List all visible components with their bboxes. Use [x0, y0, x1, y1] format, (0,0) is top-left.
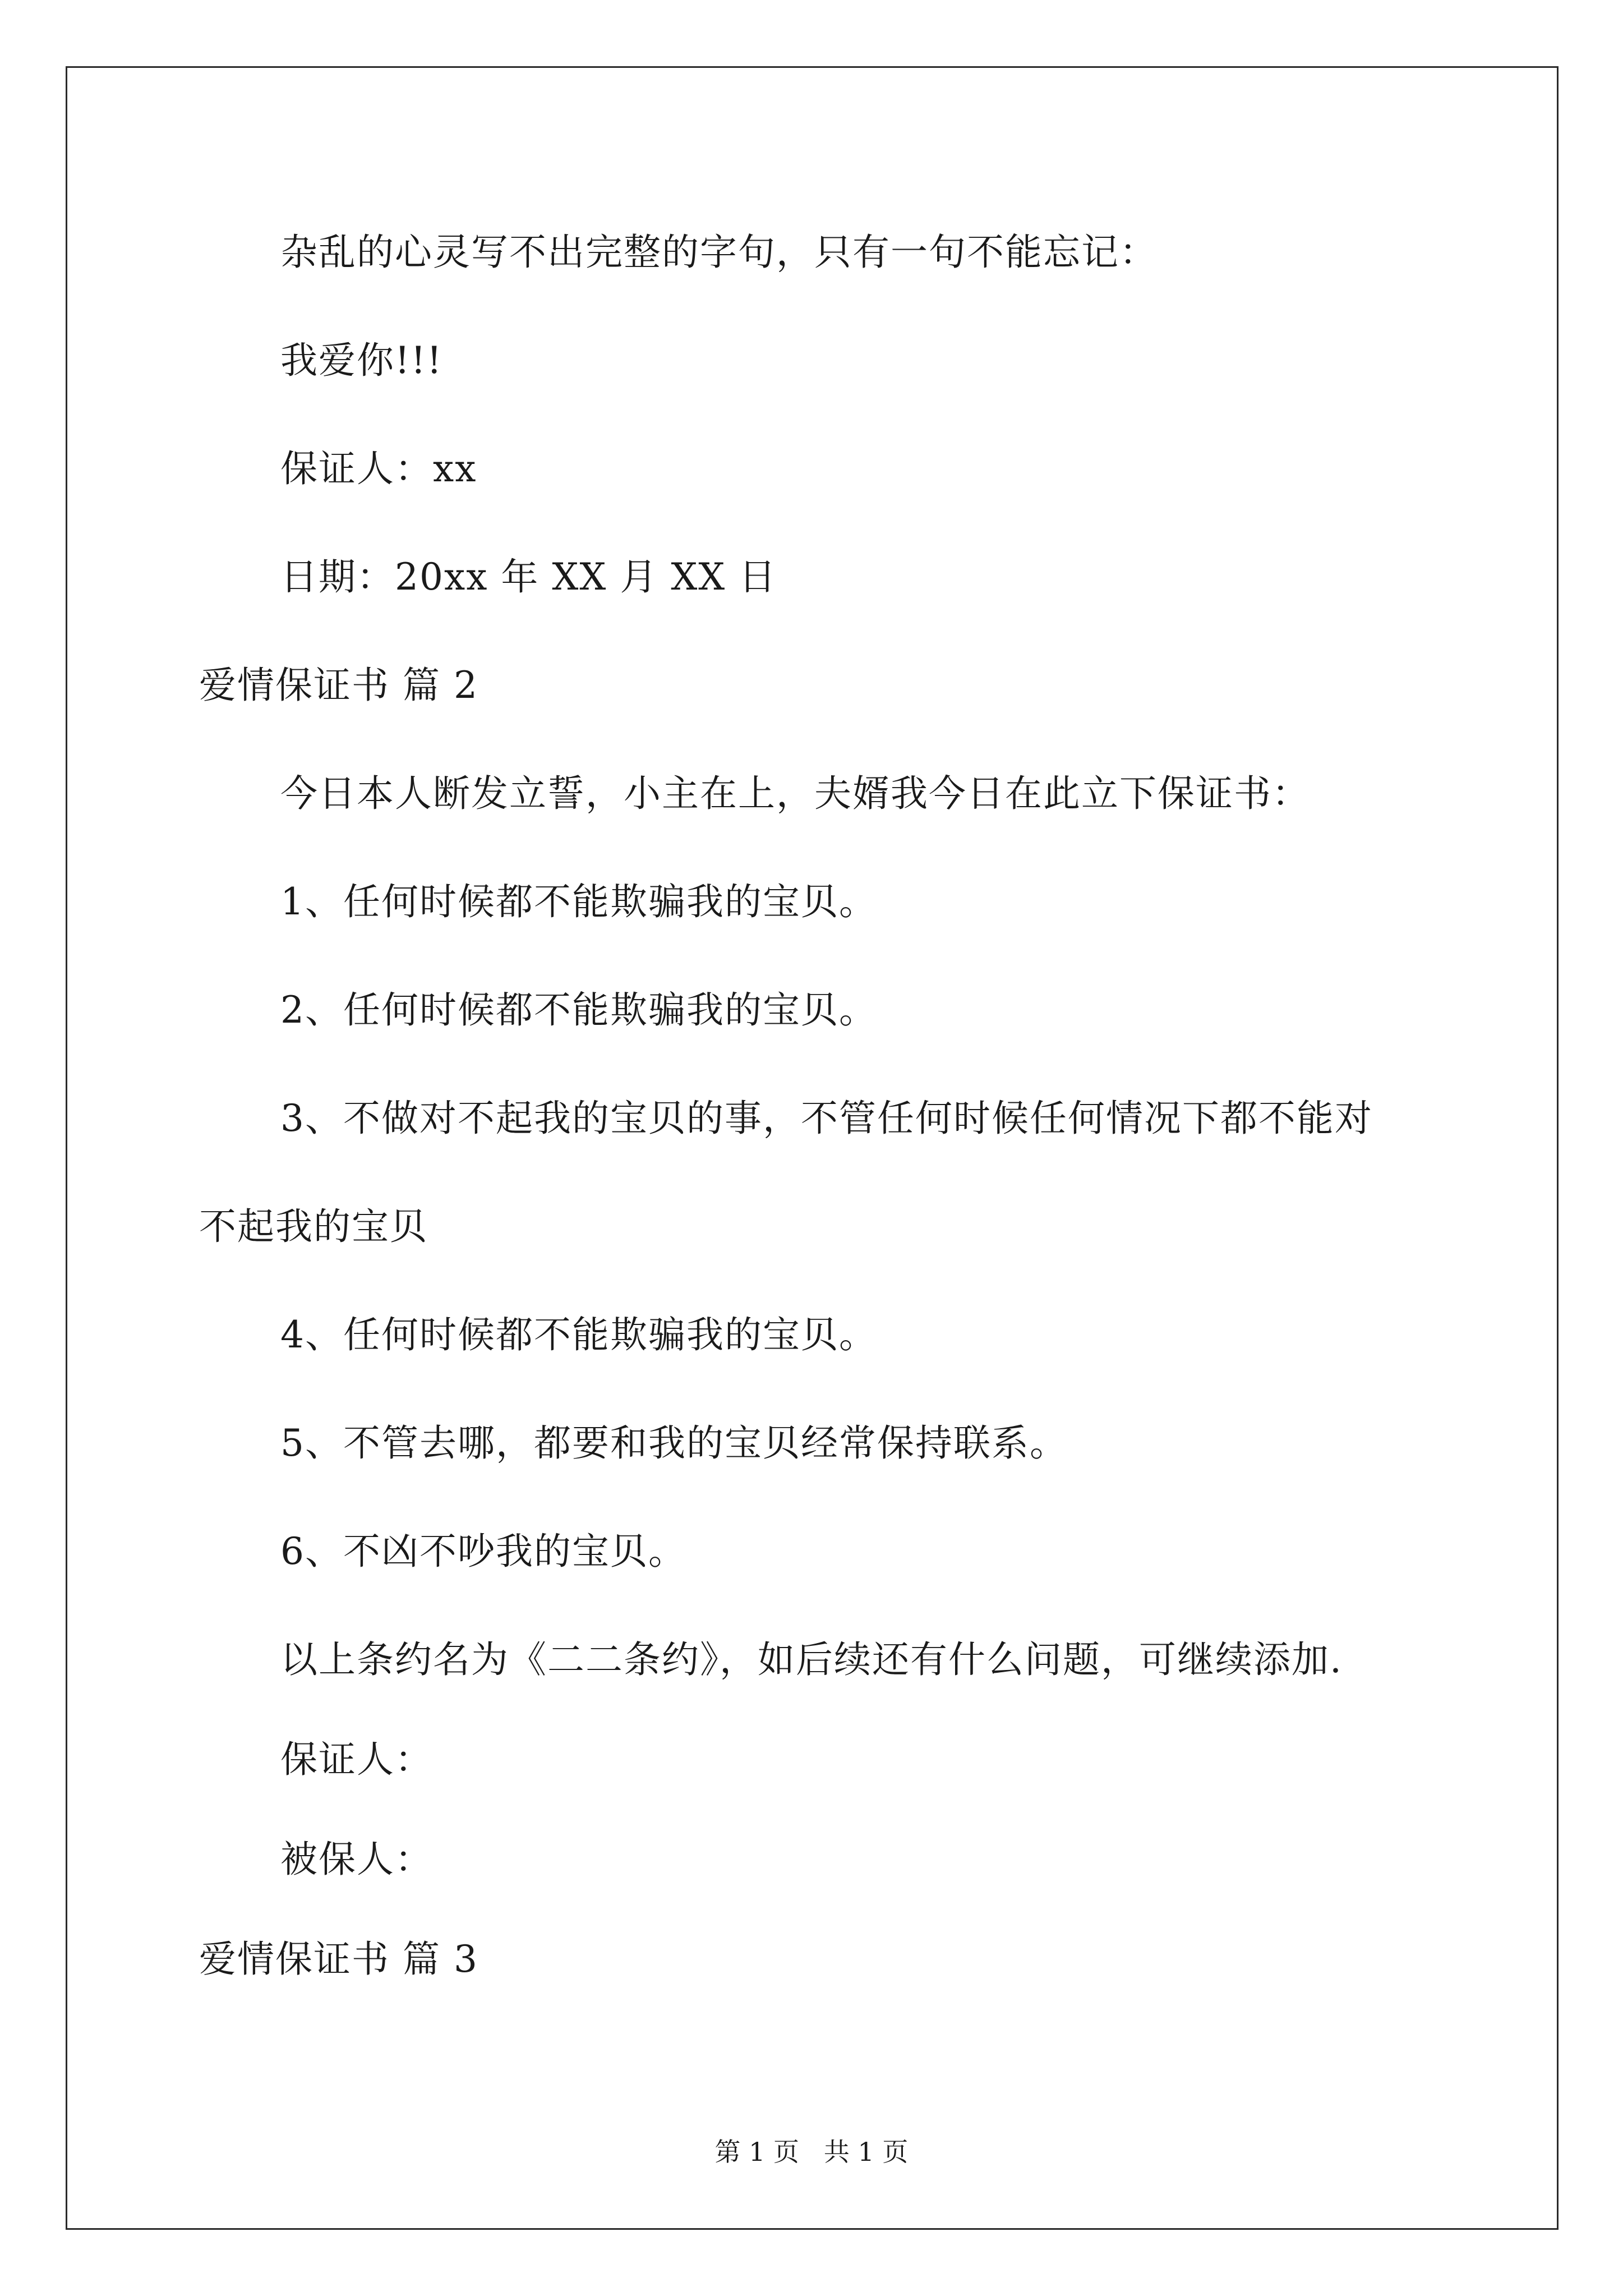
- section-heading-3: 爱情保证书 篇 3: [199, 1938, 478, 1981]
- page-footer: 第 1 页 共 1 页: [714, 2137, 909, 2167]
- body-line-2: 我爱你!!!: [280, 339, 443, 382]
- date-line: 日期：20xx 年 XX 月 XX 日: [280, 555, 777, 599]
- guaranteed-line: 被保人：: [280, 1838, 433, 1881]
- list-item-2: 2、任何时候都不能欺骗我的宝贝。: [280, 988, 877, 1032]
- list-item-1: 1、任何时候都不能欺骗我的宝贝。: [280, 880, 877, 923]
- list-item-4: 4、任何时候都不能欺骗我的宝贝。: [280, 1313, 877, 1356]
- intro-line: 今日本人断发立誓，小主在上，夫婿我今日在此立下保证书：: [280, 772, 1310, 815]
- list-item-5: 5、不管去哪，都要和我的宝贝经常保持联系。: [280, 1421, 1068, 1465]
- closing-line: 以上条约名为《二二条约》，如后续还有什么问题，可继续添加.: [280, 1638, 1343, 1681]
- signer-line: 保证人：xx: [280, 447, 477, 490]
- guarantor-line: 保证人：: [280, 1738, 433, 1781]
- list-item-3-continued: 不起我的宝贝: [199, 1205, 428, 1248]
- list-item-6: 6、不凶不吵我的宝贝。: [280, 1530, 686, 1573]
- list-item-3: 3、不做对不起我的宝贝的事，不管任何时候任何情况下都不能对: [280, 1097, 1373, 1140]
- section-heading-2: 爱情保证书 篇 2: [199, 664, 478, 707]
- page-border: [66, 66, 1559, 2230]
- body-line-1: 杂乱的心灵写不出完整的字句，只有一句不能忘记：: [280, 231, 1158, 274]
